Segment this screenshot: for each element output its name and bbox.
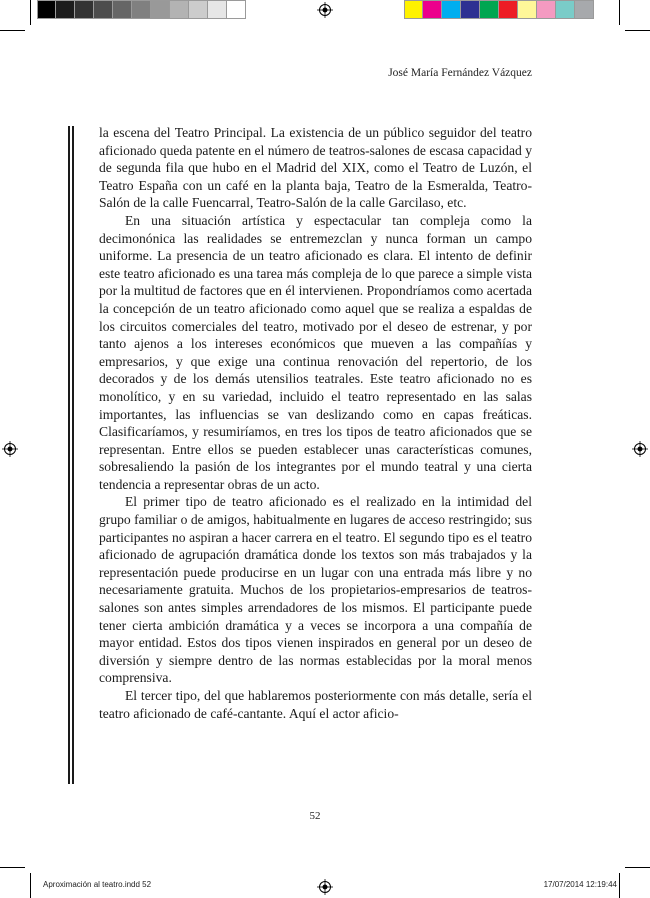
color-swatch bbox=[442, 0, 461, 19]
crosshair-registration-icon bbox=[632, 441, 648, 457]
gray-swatch bbox=[170, 0, 189, 19]
crosshair-registration-icon bbox=[2, 441, 18, 457]
paragraph: El tercer tipo, del que hablaremos posteriormente con más detalle, sería el teatro aficionado de café-cantante. Aquí el actor aficio- bbox=[99, 688, 532, 721]
gray-swatch bbox=[208, 0, 227, 19]
gray-swatch bbox=[75, 0, 94, 19]
paragraph: En una situación artística y espectacular tan compleja como la decimonónica las realidades se entremezclan y nunca forman un campo uniforme. La presencia de un teatro aficionado es clara. El intento de definir este teatro aficionado es una tarea más compleja de lo que parece a simple vista por la multitud de factores que en él intervienen. Propondríamos como acertada la concepción de un teatro aficionado como aquel que se realiza a espaldas de los circuitos comerciales del teatro, motivado por el deseo de estrenar, y por tanto ajenos a los intereses económicos que mueven a las compañías y empresarios, y que exige una continua renovación del repertorio, de los decorados y de los demás utensilios teatrales. Este teatro aficionado no es monolítico, y en su variedad, incluido el teatro representado en las salas importantes, las influencias se van deslizando como en capas freáticas. Clasificaríamos, y resumiríamos, en tres los tipos de teatro aficionados que se representan. Entre ellos se pueden establecer unas características comunes, sobresaliendo la pasión de los integrantes por el mundo teatral y una cierta tendencia a representar obras de un acto. bbox=[99, 212, 532, 492]
color-swatch bbox=[575, 0, 594, 19]
crosshair-registration-icon bbox=[317, 879, 333, 895]
color-swatch bbox=[499, 0, 518, 19]
color-swatch bbox=[480, 0, 499, 19]
slug-timestamp: 17/07/2014 12:19:44 bbox=[543, 880, 617, 889]
paragraph: la escena del Teatro Principal. La existencia de un público seguidor del teatro aficionado queda patente en el número de teatros-salones de escasa capacidad y de segunda fila que hubo en el Madrid del XIX, como el Teatro de Luzón, el Teatro España con un café en la planta baja, Teatro de la Esmeralda, Teatro-Salón de la calle Fuencarral, Teatro-Salón de la calle Garcilaso, etc. bbox=[99, 125, 532, 211]
page-number: 52 bbox=[309, 810, 321, 822]
process-color-bar bbox=[404, 0, 594, 19]
color-swatch bbox=[556, 0, 575, 19]
gray-swatch bbox=[37, 0, 56, 19]
color-swatch bbox=[423, 0, 442, 19]
crosshair-registration-icon bbox=[317, 2, 333, 18]
grayscale-color-bar bbox=[37, 0, 246, 19]
margin-change-bars bbox=[68, 126, 74, 784]
gray-swatch bbox=[151, 0, 170, 19]
color-swatch bbox=[404, 0, 423, 19]
gray-swatch bbox=[113, 0, 132, 19]
paragraph: El primer tipo de teatro aficionado es el realizado en la intimidad del grupo familiar o de amigos, habitualmente en lugares de acceso restringido; sus participantes no aspiran a hacer carrera en el teatro. El segundo tipo es el teatro aficionado de agrupación dramática donde los textos son más trabajados y la representación puede producirse en un lugar con una entrada más libre y no necesariamente gratuita. Muchos de los propietarios-empresarios de teatros-salones son antes simples arrendadores de los mismos. El participante puede tener cierta ambición dramática y a veces se incorpora a una compañía de mayor entidad. Estos dos tipos vienen inspirados en general por un deseo de diversión y siempre dentro de las normas establecidas por la moral menos comprensiva. bbox=[99, 494, 532, 686]
slug-filename: Aproximación al teatro.indd 52 bbox=[43, 880, 152, 889]
gray-swatch bbox=[94, 0, 113, 19]
body-text bbox=[99, 124, 532, 722]
gray-swatch bbox=[189, 0, 208, 19]
gray-swatch bbox=[227, 0, 246, 19]
gray-swatch bbox=[56, 0, 75, 19]
gray-swatch bbox=[132, 0, 151, 19]
color-swatch bbox=[461, 0, 480, 19]
color-swatch bbox=[518, 0, 537, 19]
running-header-author: José María Fernández Vázquez bbox=[388, 67, 532, 79]
color-swatch bbox=[537, 0, 556, 19]
